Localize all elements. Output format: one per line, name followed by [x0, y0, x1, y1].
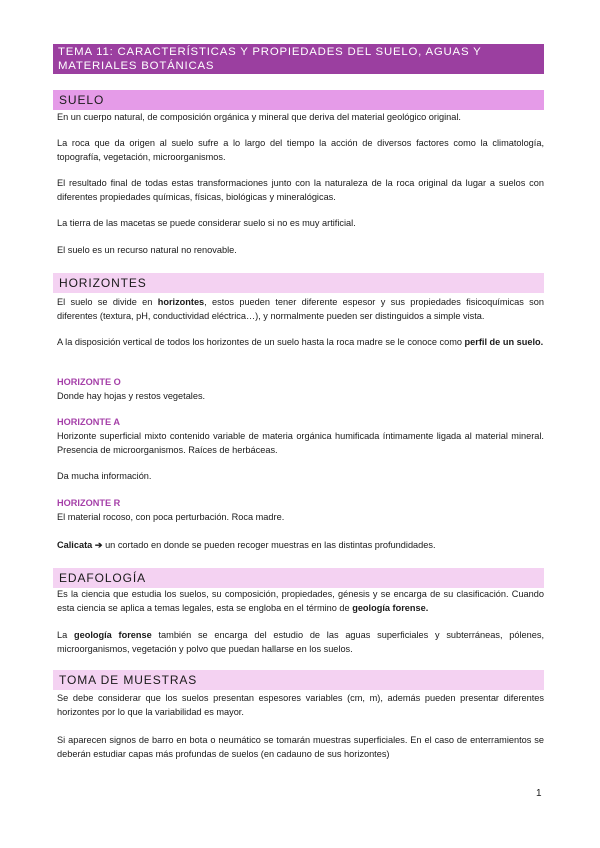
section-heading-horizontes: HORIZONTES — [53, 273, 544, 293]
subheading-horizonte-a: HORIZONTE A — [57, 417, 120, 427]
horizonte-a-text: Horizonte superficial mixto contenido variable de materia orgánica humificada íntimamente ligada al material mineral. Presencia de microorganismos. Raíces de herbáceas. — [57, 431, 544, 455]
term-perfil: perfil de un suelo. — [464, 337, 544, 347]
horizonte-o-text: Donde hay hojas y restos vegetales. — [57, 391, 206, 401]
section-heading-suelo: SUELO — [53, 90, 544, 110]
arrow-right-icon: ➔ — [94, 540, 103, 550]
subheading-horizonte-o: HORIZONTE O — [57, 377, 121, 387]
suelo-paragraph: En un cuerpo natural, de composición orgánica y mineral que deriva del material geológico original. — [57, 112, 461, 122]
suelo-paragraph: El suelo es un recurso natural no renovable. — [57, 245, 237, 255]
page-number: 1 — [536, 788, 542, 799]
section-heading-toma-de-muestras: TOMA DE MUESTRAS — [53, 670, 544, 690]
horizonte-a-text: Da mucha información. — [57, 471, 152, 481]
toma-paragraph: Se debe considerar que los suelos presentan espesores variables (cm, m), además pueden presentar diferentes horizontes por lo que la variabilidad es mayor. — [57, 693, 544, 717]
suelo-paragraph: La tierra de las macetas se puede considerar suelo si no es muy artificial. — [57, 218, 356, 228]
term-geologia-forense: geología forense. — [352, 603, 429, 613]
edafologia-paragraph: La geología forense también se encarga del estudio de las aguas superficiales y subterráneas, pólenes, microorganismos, vegetación y polvo que puedan hallarse en los suelos. — [57, 630, 544, 654]
horizontes-paragraph: A la disposición vertical de todos los horizontes de un suelo hasta la roca madre se le conoce como perfil de un suelo. — [57, 337, 544, 347]
document-title: TEMA 11: CARACTERÍSTICAS Y PROPIEDADES DEL SUELO, AGUAS Y MATERIALES BOTÁNICAS — [53, 44, 544, 74]
horizonte-r-text: El material rocoso, con poca perturbación. Roca madre. — [57, 512, 285, 522]
toma-paragraph: Si aparecen signos de barro en bota o neumático se tomarán muestras superficiales. En el caso de enterramientos se deberán estudiar capas más profundas de suelos (en cadauno de sus horizontes) — [57, 735, 544, 759]
term-horizontes: horizontes — [157, 297, 205, 307]
term-calicata: Calicata — [57, 540, 93, 550]
edafologia-paragraph: Es la ciencia que estudia los suelos, su composición, propiedades, génesis y se encarga de su clasificación. Cuando esta ciencia se aplica a temas legales, esta se engloba en el término de geología forense. — [57, 589, 544, 613]
suelo-paragraph: El resultado final de todas estas transformaciones junto con la naturaleza de la roca original da lugar a suelos con diferentes propiedades químicas, físicas, biológicas y mineralógicas. — [57, 178, 544, 202]
horizontes-paragraph: El suelo se divide en horizontes, estos pueden tener diferente espesor y sus propiedades fisicoquímicas son diferentes (textura, pH, conductividad eléctrica…), y normalmente pueden ser distinguidos a simple vista. — [57, 297, 544, 321]
calicata-paragraph: Calicata ➔ un cortado en donde se pueden recoger muestras en las distintas profundidades. — [57, 540, 436, 550]
term-geologia-forense: geología forense — [74, 630, 152, 640]
section-heading-edafologia: EDAFOLOGÍA — [53, 568, 544, 588]
subheading-horizonte-r: HORIZONTE R — [57, 498, 121, 508]
suelo-paragraph: La roca que da origen al suelo sufre a lo largo del tiempo la acción de diversos factores como la climatología, topografía, vegetación, microorganismos. — [57, 138, 544, 162]
